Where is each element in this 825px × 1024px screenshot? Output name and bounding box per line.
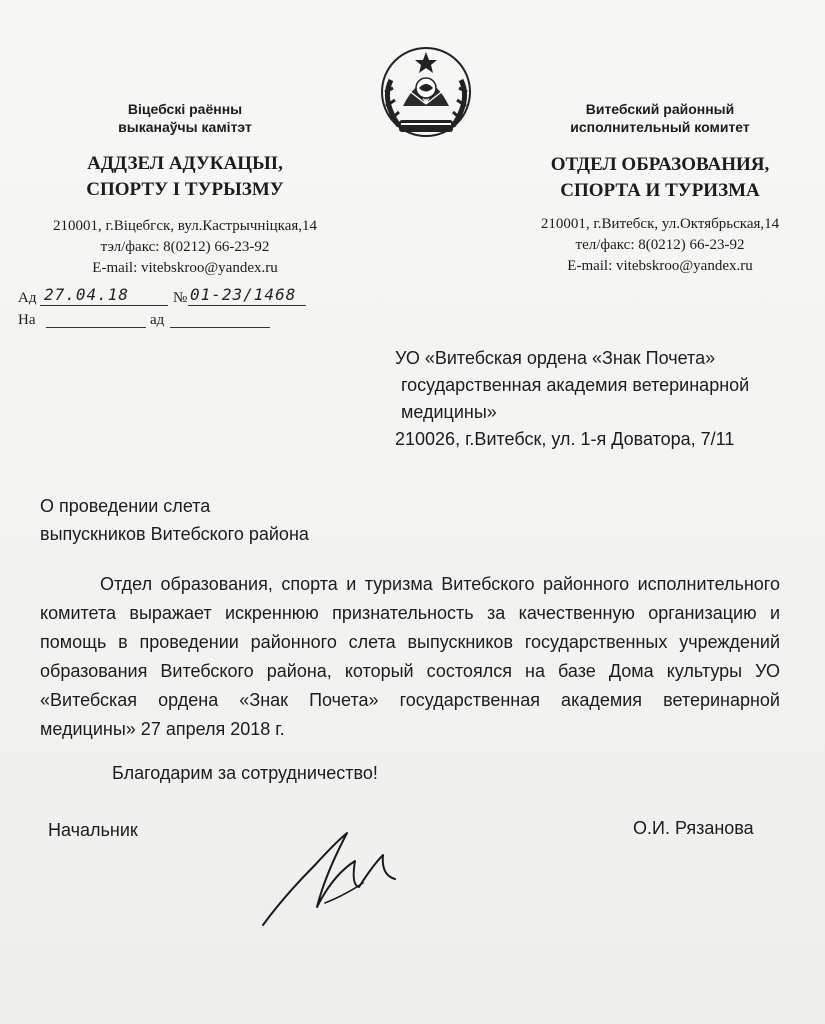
org-name-line1: Віцебскі раённы xyxy=(127,101,243,117)
addressee-line3: медицины» xyxy=(401,402,497,422)
registration-block xyxy=(18,287,308,331)
subject-line1: О проведении слета xyxy=(40,496,211,516)
dept-name-line2: СПОРТУ І ТУРЫЗМУ xyxy=(86,179,284,200)
email: E-mail: vitebskroo@yandex.ru xyxy=(92,260,278,276)
dept-name-line2: СПОРТА И ТУРИЗМА xyxy=(560,180,760,201)
handwritten-signature xyxy=(255,825,425,935)
org-name-line2: выканаўчы камітэт xyxy=(118,119,252,135)
number-value: 01-23/1468 xyxy=(190,285,297,304)
addressee-line2: государственная академия ветеринарной xyxy=(401,375,750,395)
signer-position: Начальник xyxy=(48,820,138,840)
dept-name-line1: ОТДЕЛ ОБРАЗОВАНИЯ, xyxy=(550,154,770,175)
org-name-line1: Витебский районный xyxy=(585,101,735,117)
subject-block xyxy=(40,492,460,548)
dept-name-line1: АДДЗЕЛ АДУКАЦЫІ, xyxy=(87,153,283,174)
addressee-block xyxy=(395,345,815,453)
header-right-russian xyxy=(495,100,825,277)
date-label: Ад xyxy=(18,290,37,306)
number-label: № xyxy=(173,290,188,306)
thanks-line: Благодарим за сотрудничество! xyxy=(112,763,378,783)
ref-label: На xyxy=(18,312,36,328)
phone: тел/факс: 8(0212) 66-23-92 xyxy=(575,237,745,253)
address: 210001, г.Витебск, ул.Октябрьская,14 xyxy=(540,216,780,232)
address: 210001, г.Віцебгск, вул.Кастрычніцкая,14 xyxy=(52,218,318,234)
body-paragraph: Отдел образования, спорта и туризма Витебского районного исполнительного комитета выражает искреннюю признательность за качественную организацию и помощь в проведении районного слета выпускников государственных учреждений образования Витебского района, который состоялся на базе Дома культуры УО «Витебская ордена «Знак Почета» государственная академия ветеринарной медицины» 27 апреля 2018 г. xyxy=(40,574,780,739)
state-emblem-icon xyxy=(371,40,481,144)
email: E-mail: vitebskroo@yandex.ru xyxy=(567,258,753,274)
header-left-belarusian xyxy=(10,100,360,279)
subject-line2: выпускников Витебского района xyxy=(40,524,309,544)
phone: тэл/факс: 8(0212) 66-23-92 xyxy=(100,239,270,255)
signer-name: О.И. Рязанова xyxy=(633,818,754,838)
date-value: 27.04.18 xyxy=(44,285,130,304)
org-name-line2: исполнительный комитет xyxy=(570,119,750,135)
ref-date-label: ад xyxy=(150,312,165,328)
addressee-line1: УО «Витебская ордена «Знак Почета» xyxy=(395,348,716,368)
addressee-address: 210026, г.Витебск, ул. 1-я Доватора, 7/11 xyxy=(395,429,735,449)
